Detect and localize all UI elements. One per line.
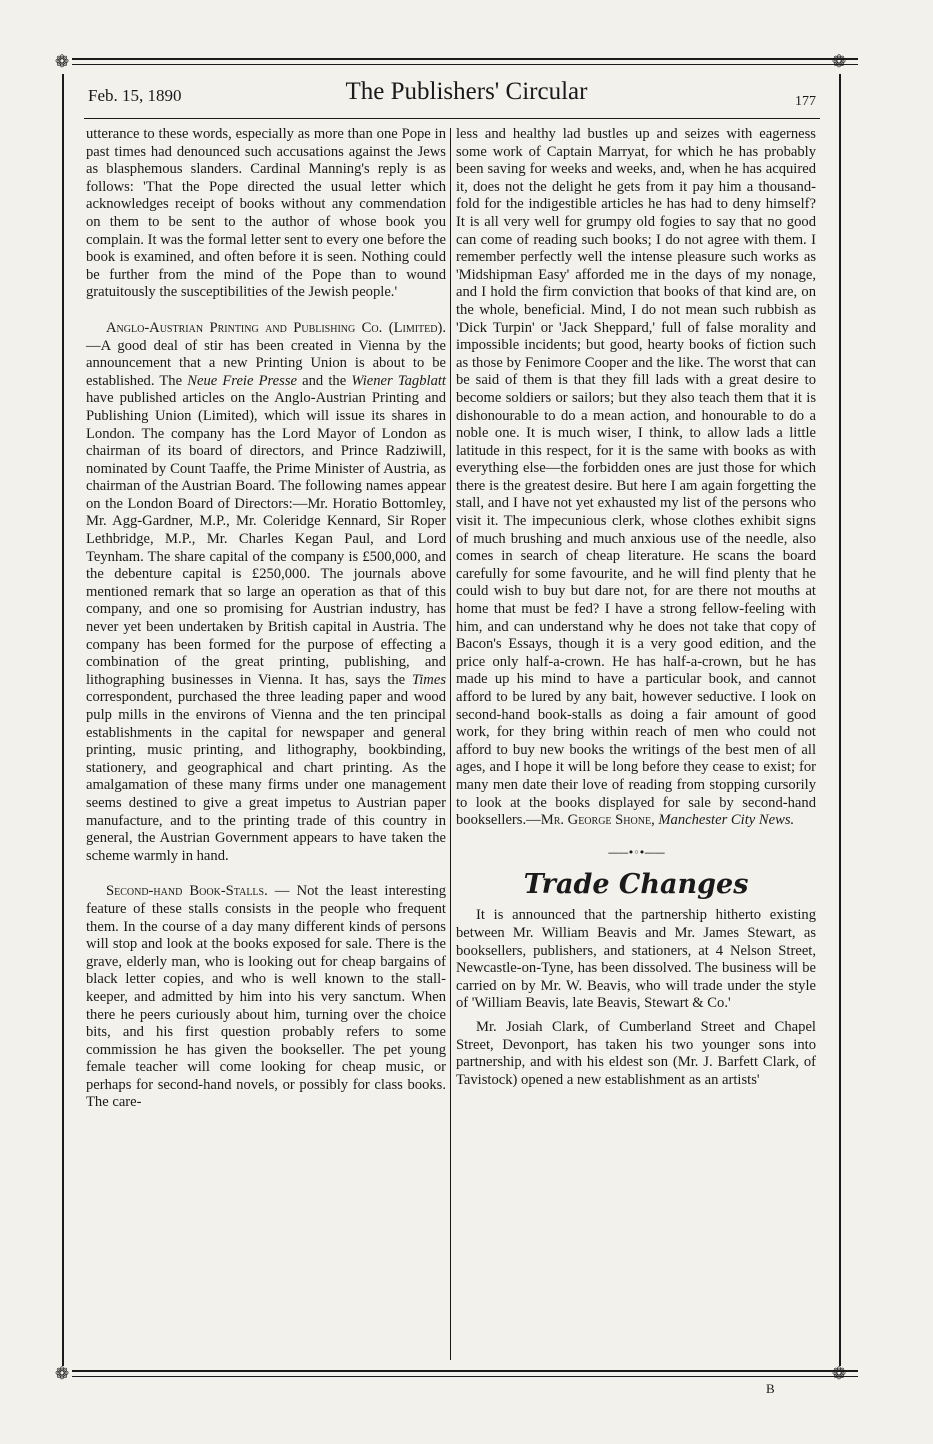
paragraph-josiah-clark: Mr. Josiah Clark, of Cumberland Street and Chapel Street, Devonport, has taken his two younger sons into partnership, and with his eldest son (Mr. J. Barfett Clark, of Tavistock) opened a new establishment as an artists' (456, 1018, 816, 1088)
right-margin-rule (839, 74, 841, 1366)
left-column (86, 126, 446, 1112)
publication-title: The Publishers' Circular (345, 78, 588, 105)
newspaper-neue-freie-presse: Neue Freie Presse (187, 372, 297, 389)
corner-ornament-bottom-right: ❁ (831, 1364, 847, 1384)
article-lead-book-stalls: Second-hand Book-Stalls. (106, 883, 268, 900)
paragraph-anglo-austrian (86, 320, 446, 865)
book-stalls-text: — Not the least interesting feature of these stalls consists in the people who frequent them. In the course of a day many different kinds of persons will stop and look at the books exposed for sale. There is the grave, elderly man, who is looking out for cheap bargains of black letter copies, and who is well known to the stall-keeper, and admitted by him into his very sanctum. When there he peers curiously about him, turning over the choice bits, and his first question probably refers to some commission he has given the bookseller. The pet young female teacher will come looking for cheap music, or perhaps for second-hand novels, or possibly for class books. The care- (86, 883, 446, 1111)
left-margin-rule (62, 74, 64, 1366)
newspaper-times: Times (411, 671, 446, 688)
paragraph-book-stalls-continued (456, 126, 816, 830)
header-rule (84, 118, 820, 119)
top-double-rule-upper (72, 58, 858, 60)
page-number: 177 (795, 94, 816, 109)
corner-ornament-bottom-left: ❁ (54, 1364, 70, 1384)
signature-mark: B (766, 1381, 775, 1396)
corner-ornament-top-right: ❁ (831, 52, 847, 72)
right-column (456, 126, 816, 1089)
book-stalls-continued-text: less and healthy lad bustles up and seizes with eagerness some work of Captain Marryat, for which he has probably been saving for weeks and weeks, and, when he has acquired it, does not the delight he gets from it pay him a thousand-fold for the indigestible articles he has had to deny himself? It is all very well for grumpy old fogies to say that no good can come of reading such books; I do not agree with them. I remember perfectly well the intense pleasure such works as 'Midshipman Easy' afforded me in the days of my nonage, and I hold the firm conviction that books of that kind are, on the whole, beneficial. Mind, I do not mean such rubbish as 'Dick Turpin' or 'Jack Sheppard,' full of false morality and impossible incidents; but good, hearty books of fiction such as those by Fenimore Cooper and the like. The worst that can be said of them is that they fill lads with a great desire to become soldiers or sailors; but they also teach them that it is dishonourable to do a mean action, and honourable to do a noble one. It is much wiser, I think, to allow lads a little latitude in this respect, for it is the same with books as with everything else—the forbidden ones are just those for which there is the greatest desire. But here I am again forgetting the stall, and I have not yet exhausted my list of the persons who visit it. The impecunious clerk, whose clothes exhibit signs of much brushing and much anxious use of the needle, also comes in search of cheap literature. He scans the board carefully for some favourite, and he will find plenty that he could wish to buy but dare not, for are there not mouths at home that must be fed? I have a strong fellow-feeling with him, and can understand why he does not take that copy of Bacon's Essays, though it is a very good edition, and the price only half-a-crown. He has half-a-crown, but he has made up his mind to have a particular book, and cannot afford to be lured by any bait, however seductive. I look on second-hand book-stalls as doing a fair amount of good work, for they bring within reach of men who could not afford to buy new books the writings of the best men of all ages, and I hope it will be long before they cease to exist; for many men date their love of reading from stopping cursorily to look at the books displayed for sale by second-hand booksellers.— (456, 126, 816, 829)
section-divider-ornament: ——•◦•—— (607, 845, 665, 859)
corner-ornament-top-left: ❁ (54, 52, 70, 72)
issue-date: Feb. 15, 1890 (88, 86, 182, 105)
paragraph-pope-reply: utterance to these words, especially as more than one Pope in past times had denounced such accusations against the Jews as blasphemous slanders. Cardinal Manning's reply is as follows: 'That the Pope directed the usual letter which acknowledges receipt of books without any commendation on them to be sent to the author of whose book you complain. It was the formal letter sent to every one before the book is examined, and often before it is seen. Nothing could be further from the mind of the Pope than to wound gratuitously the susceptibilities of the Jewish people.' (86, 126, 446, 301)
paragraph-book-stalls (86, 883, 446, 1112)
column-divider-rule (450, 128, 451, 1360)
anglo-austrian-text-b: and the (296, 372, 352, 389)
credit-separator: , (651, 812, 659, 829)
section-heading-trade-changes: Trade Changes (523, 869, 749, 901)
anglo-austrian-text-a: —A good deal of stir has been created in Vienna by the announcement that a new Printing Union is about to be established. The (86, 337, 446, 389)
bottom-double-rule-lower (72, 1376, 858, 1377)
author-credit: Mr. George Shone (540, 812, 652, 829)
source-credit: Manchester City News. (658, 812, 795, 829)
anglo-austrian-text-d: correspondent, purchased the three leading paper and wood pulp mills in the environs of Vienna and the ten principal establishments in the capital for newspaper and general printing, music printing, and lithography, bookbinding, stationery, and geographical and chart printing. As the amalgamation of these many firms under one management seems destined to give a great impetus to Austrian paper manufacture, and to the printing trade of this country in general, the Austrian Government appears to have taken the scheme warmly in hand. (86, 689, 446, 864)
anglo-austrian-text-c: have published articles on the Anglo-Austrian Printing and Publishing Union (Limited), which will issue its shares in London. The company has the Lord Mayor of London as chairman of its board of directors, and Prince Radziwill, nominated by Count Taaffe, the Prime Minister of Austria, as chairman of the Austrian Board. The following names appear on the London Board of Directors:—Mr. Horatio Bottomley, Mr. Agg-Gardner, M.P., Mr. Coleridge Kennard, Sir Roper Lethbridge, M.P., Mr. Charles Kegan Paul, and Lord Teynham. The share capital of the company is £500,000, and the debenture capital is £250,000. The journals above mentioned remark that so large an operation as that of this company, and one so promising for Austrian industry, has never yet been undertaken by British capital in Austria. The company has been formed for the purpose of effecting a combination of the great printing, publishing, and lithographing businesses in Vienna. It has, says the (86, 390, 446, 688)
paragraph-beavis-stewart: It is announced that the partnership hitherto existing between Mr. William Beavis and Mr. James Stewart, as booksellers, publishers, and stationers, at 4 Nelson Street, Newcastle-on-Tyne, has been dissolved. The business will be carried on by Mr. W. Beavis, who will trade under the style of 'William Beavis, late Beavis, Stewart & Co.' (456, 907, 816, 1012)
bottom-double-rule-upper (72, 1370, 858, 1372)
article-lead-anglo-austrian: Anglo-Austrian Printing and Publishing Co. (Limited). (106, 319, 446, 336)
top-double-rule-lower (72, 64, 858, 65)
newspaper-wiener-tagblatt: Wiener Tagblatt (351, 372, 446, 389)
